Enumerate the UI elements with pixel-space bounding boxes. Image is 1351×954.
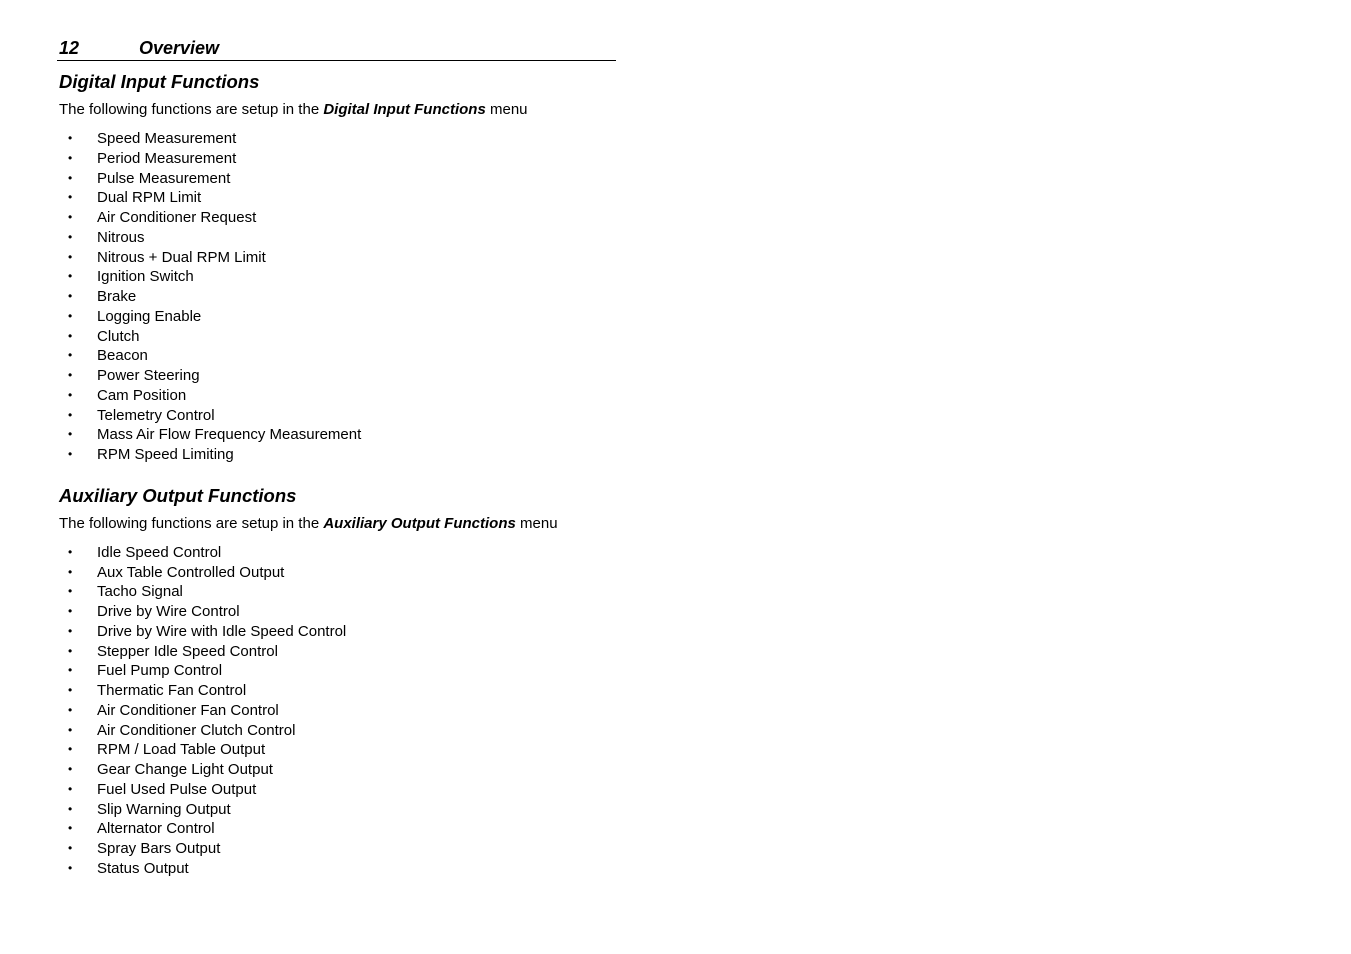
list-item-label: RPM Speed Limiting (97, 446, 234, 463)
bullet-icon: • (68, 860, 73, 875)
list-item-label: Nitrous (97, 228, 145, 246)
bullet-icon: • (68, 387, 73, 402)
list-item-label: Thermatic Fan Control (97, 682, 247, 699)
bullet-icon: • (68, 643, 73, 658)
bullet-icon: • (68, 368, 73, 382)
list-item-label: Power Steering (97, 367, 200, 384)
list-item (57, 445, 616, 465)
list-item-label: Gear Change Light Output (97, 761, 273, 778)
list-item (57, 760, 616, 780)
list-item-label: Idle Speed Control (97, 543, 222, 561)
list-item-label: Fuel Pump Control (97, 662, 223, 680)
bullet-icon: • (68, 742, 73, 757)
list-item (57, 149, 616, 169)
list-item-label: Dual RPM Limit (97, 189, 202, 207)
list-item (57, 780, 616, 800)
list-item-label: Air Conditioner Fan Control (97, 701, 279, 719)
list-item-label: Air Conditioner Clutch Control (97, 721, 296, 739)
list-item (57, 740, 616, 760)
bullet-icon: • (68, 623, 73, 638)
bullet-icon: • (68, 348, 73, 363)
list-item (57, 366, 616, 386)
intro-prefix: The following functions are setup in the (59, 514, 324, 532)
list-item-label: Cam Position (97, 386, 187, 404)
bullet-icon: • (68, 841, 73, 855)
bullet-icon: • (68, 544, 73, 559)
list-item-label: Alternator Control (97, 820, 215, 838)
list-item (57, 661, 616, 681)
list-item (57, 681, 616, 701)
list-item (57, 800, 616, 820)
list-item-label: Status Output (97, 859, 189, 877)
list-item (57, 859, 616, 879)
bullet-icon: • (68, 722, 73, 737)
intro-menu-name: Digital Input Functions (323, 101, 486, 118)
list-item (57, 228, 616, 248)
page-number: 12 (59, 38, 80, 58)
bullet-icon: • (68, 663, 73, 678)
bullet-icon: • (68, 427, 73, 442)
bullet-icon: • (68, 190, 73, 205)
bullet-icon: • (68, 821, 73, 836)
bullet-icon: • (68, 407, 73, 422)
bullet-icon: • (68, 584, 73, 599)
list-item (57, 406, 616, 426)
bullet-icon: • (68, 289, 73, 303)
list-item (57, 346, 616, 366)
list-item (57, 169, 616, 189)
bullet-icon: • (68, 328, 73, 343)
list-item-label: Aux Table Controlled Output (97, 563, 285, 581)
auxiliary-output-functions-heading: Auxiliary Output Functions (59, 484, 297, 506)
list-item (57, 208, 616, 228)
list-item (57, 129, 616, 149)
list-item-label: Telemetry Control (97, 406, 215, 424)
digital-input-intro (57, 100, 616, 120)
list-item (57, 188, 616, 208)
bullet-icon: • (68, 781, 73, 796)
list-item (57, 543, 616, 563)
chapter-title: Overview (139, 38, 220, 58)
list-item-label: Brake (97, 288, 137, 305)
list-item (57, 307, 616, 327)
list-item (57, 622, 616, 642)
bullet-icon: • (68, 170, 73, 185)
bullet-icon: • (68, 308, 73, 323)
list-item (57, 248, 616, 268)
list-item-label: Nitrous + Dual RPM Limit (97, 248, 266, 266)
bullet-icon: • (68, 269, 73, 284)
intro-suffix: menu (485, 101, 528, 118)
list-item-label: Pulse Measurement (97, 169, 231, 187)
bullet-icon: • (68, 702, 73, 717)
list-item (57, 287, 616, 307)
intro-prefix: The following functions are setup in the (59, 101, 324, 118)
list-item-label: Ignition Switch (97, 268, 194, 286)
list-item (57, 642, 616, 662)
digital-input-list (57, 129, 616, 465)
bullet-icon: • (68, 683, 73, 697)
list-item-label: Fuel Used Pulse Output (97, 780, 257, 798)
list-item-label: Air Conditioner Request (97, 209, 257, 226)
list-item-label: Mass Air Flow Frequency Measurement (97, 426, 362, 444)
list-item-label: Beacon (97, 347, 148, 365)
bullet-icon: • (68, 131, 73, 145)
list-item (57, 602, 616, 622)
list-item (57, 563, 616, 583)
running-header (57, 36, 616, 61)
list-item-label: Drive by Wire with Idle Speed Control (97, 622, 347, 640)
bullet-icon: • (68, 801, 73, 816)
list-item (57, 701, 616, 721)
list-item-label: Period Measurement (97, 149, 237, 167)
intro-suffix: menu (515, 514, 558, 532)
list-item (57, 425, 616, 445)
list-item (57, 839, 616, 859)
list-item (57, 386, 616, 406)
list-item-label: Tacho Signal (97, 583, 183, 601)
intro-menu-name: Auxiliary Output Functions (323, 514, 516, 532)
list-item (57, 819, 616, 839)
list-item (57, 267, 616, 287)
auxiliary-output-intro (57, 514, 616, 534)
list-item-label: Slip Warning Output (97, 800, 231, 818)
bullet-icon: • (68, 447, 73, 461)
list-item-label: Stepper Idle Speed Control (97, 642, 278, 660)
auxiliary-output-list (57, 543, 616, 879)
list-item-label: Clutch (97, 327, 140, 345)
list-item-label: Spray Bars Output (97, 840, 221, 857)
bullet-icon: • (68, 604, 73, 618)
bullet-icon: • (68, 564, 73, 579)
bullet-icon: • (68, 249, 73, 264)
list-item (57, 582, 616, 602)
list-item (57, 721, 616, 741)
bullet-icon: • (68, 210, 73, 224)
bullet-icon: • (68, 229, 73, 244)
list-item-label: Drive by Wire Control (97, 603, 240, 620)
bullet-icon: • (68, 150, 73, 165)
list-item-label: Speed Measurement (97, 130, 237, 147)
bullet-icon: • (68, 762, 73, 776)
document-page (57, 36, 616, 879)
digital-input-functions-heading: Digital Input Functions (59, 71, 260, 92)
list-item (57, 327, 616, 347)
list-item-label: Logging Enable (97, 307, 202, 325)
list-item-label: RPM / Load Table Output (97, 741, 266, 759)
